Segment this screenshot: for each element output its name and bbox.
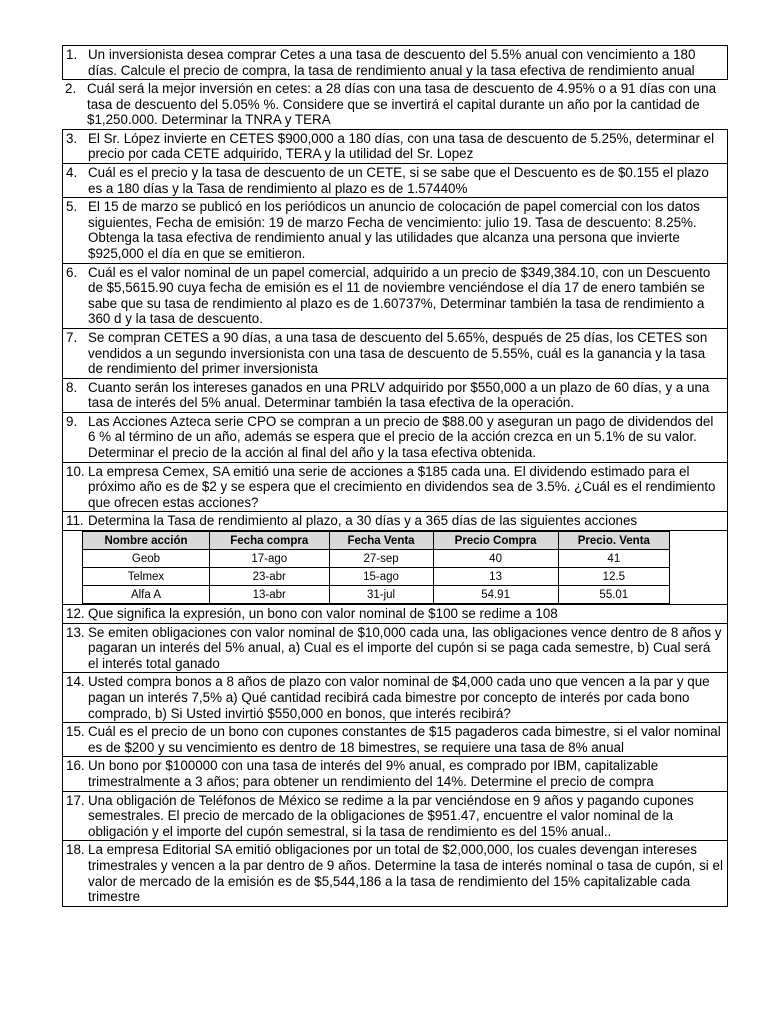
- exercise-item: [62, 792, 728, 842]
- table-cell: 23-abr: [209, 568, 329, 586]
- item-text: Cuál es el valor nominal de un papel comercial, adquirido a un precio de $349,384.10, con un Descuento de $5,5615.90 cuya fecha de emisión es el 11 de noviembre venciéndose el día 17 de enero también se sabe que su tasa de rendimiento al plazo es de 1.60737%, Determinar también la tasa de rendimiento a 360 d y la tasa de descuento.: [88, 264, 711, 327]
- item-number: 15.: [66, 724, 85, 740]
- item-number: 16.: [66, 758, 85, 774]
- item-number: 4.: [66, 164, 78, 180]
- exercise-item: [62, 723, 728, 757]
- exercise-item: [62, 512, 728, 531]
- item-number: 8.: [66, 379, 78, 395]
- exercise-item: [62, 329, 728, 379]
- table-cell: 40: [433, 550, 558, 568]
- table-cell: 13: [433, 568, 558, 586]
- exercise-list: [62, 45, 728, 907]
- exercise-item: [62, 841, 728, 906]
- column-header: Precio. Venta: [558, 532, 669, 550]
- item-number: 12.: [66, 606, 85, 622]
- table-cell: 17-ago: [209, 550, 329, 568]
- table-cell: 55.01: [558, 586, 669, 604]
- item-number: 7.: [66, 329, 78, 345]
- item-text: Las Acciones Azteca serie CPO se compran a un precio de $88.00 y aseguran un pago de dividendos del 6 % al término de un año, además se espera que el precio de la acción crezca en un 5.1% de su valor. Determinar el precio de la acción al final del año y la tasa efectiva obtenida.: [88, 413, 714, 461]
- item-number: 3.: [66, 130, 78, 146]
- exercise-item: [62, 264, 728, 329]
- item-text: Cuál es el precio de un bono con cupones constantes de $15 pagaderos cada bimestre, si el valor nominal es de $200 y su vencimiento es dentro de 18 bimestres, se requiere una tasa de 8% anual: [88, 724, 721, 755]
- item-number: 2.: [65, 81, 77, 96]
- item-text: Cuál será la mejor inversión en cetes: a 28 días con una tasa de descuento de 4.95% o a 91 días con una tasa de descuento del 5.05% %. Considere que se invertirá el capital durante un año por la cantidad de $1,250.000. Determinar la TNRA y TERA: [87, 81, 717, 128]
- item-text: Se emiten obligaciones con valor nominal de $10,000 cada una, las obligaciones vence dentro de 8 años y pagaran un interés del 5% anual, a) Cual es el importe del cupón si se paga cada semestre, b) Cual será el interés total ganado: [88, 624, 722, 671]
- exercise-item: [62, 80, 728, 129]
- item-text: Cuanto serán los intereses ganados en una PRLV adquirido por $550,000 a un plazo de 60 días, y a una tasa de interés del 5% anual. Determinar también la tasa efectiva de la operación.: [88, 379, 710, 411]
- exercise-item: [62, 129, 728, 164]
- table-row: [83, 568, 670, 586]
- item-number: 5.: [66, 199, 78, 215]
- exercise-item: [62, 45, 728, 80]
- item-text: Una obligación de Teléfonos de México se redime a la par venciéndose en 9 años y pagando cupones semestrales. El precio de mercado de la obligaciones de $951.47, encuentre el valor nominal de la obligación y el importe del cupón semestral, si la tasa de rendimiento es del 15% anual..: [88, 792, 694, 839]
- item-text: Usted compra bonos a 8 años de plazo con valor nominal de $4,000 cada uno que vencen a la par y que pagan un interés 7,5% a) Qué cantidad recibirá cada bimestre por concepto de interés por cada bono comprado, b) Si Usted invirtió $550,000 en bonos, que interés recibirá?: [88, 674, 710, 721]
- table-row: [83, 586, 670, 604]
- exercise-item: [62, 757, 728, 791]
- exercise-item: [62, 379, 728, 413]
- table-cell: 15-ago: [329, 568, 433, 586]
- table-cell: 31-jul: [329, 586, 433, 604]
- item-text: Un bono por $100000 con una tasa de interés del 9% anual, es comprado por IBM, capitalizable trimestralmente a 3 años; para obtener un rendimiento del 14%. Determine el precio de compra: [88, 758, 659, 789]
- item-number: 6.: [66, 264, 78, 280]
- item-number: 1.: [66, 47, 78, 62]
- column-header: Nombre acción: [83, 532, 210, 550]
- table-cell: Geob: [83, 550, 210, 568]
- table-cell: 54.91: [433, 586, 558, 604]
- item-text: El 15 de marzo se publicó en los periódicos un anuncio de colocación de papel comercial con los datos siguientes, Fecha de emisión: 19 de marzo Fecha de vencimiento: julio 19. Tasa de descuento: 8.25%. Obtenga la tasa efectiva de rendimiento anual y las utilidades que alcanza una persona que invierte $925,000 el día en que se emitieron.: [88, 199, 700, 261]
- exercise-item: [62, 624, 728, 674]
- item-number: 18.: [66, 842, 85, 858]
- column-header: Fecha compra: [209, 532, 329, 550]
- table-cell: 27-sep: [329, 550, 433, 568]
- item-text: El Sr. López invierte en CETES $900,000 a 180 días, con una tasa de descuento de 5.25%, determinar el precio por cada CETE adquirido, TERA y la utilidad del Sr. Lopez: [88, 130, 715, 162]
- table-cell: 13-abr: [209, 586, 329, 604]
- item-text: Que significa la expresión, un bono con valor nominal de $100 se redime a 108: [88, 606, 558, 622]
- table-cell: 41: [558, 550, 669, 568]
- table-cell: 12.5: [558, 568, 669, 586]
- exercise-item: [62, 198, 728, 263]
- item-number: 17.: [66, 792, 85, 808]
- stocks-table-container: [62, 531, 728, 604]
- item-text: Se compran CETES a 90 días, a una tasa de descuento del 5.65%, después de 25 días, los CETES son vendidos a un segundo inversionista con una tasa de descuento de 5.55%, cuál es la ganancia y la tasa de rendimiento del primer inversionista: [88, 329, 708, 377]
- item-number: 9.: [66, 413, 78, 429]
- item-number: 10.: [66, 463, 85, 479]
- item-text: Un inversionista desea comprar Cetes a una tasa de descuento del 5.5% anual con vencimiento a 180 días. Calcule el precio de compra, la tasa de rendimiento anual y la tasa efectiva de rendimiento anual: [88, 47, 696, 78]
- item-number: 11.: [66, 513, 84, 529]
- exercise-item: [62, 164, 728, 198]
- exercise-item: [62, 673, 728, 723]
- item-number: 14.: [66, 674, 85, 690]
- exercise-item: [62, 413, 728, 463]
- item-text: Determina la Tasa de rendimiento al plazo, a 30 días y a 365 días de las siguientes acciones: [88, 513, 638, 529]
- table-header-row: [83, 532, 670, 550]
- table-cell: Telmex: [83, 568, 210, 586]
- table-cell: Alfa A: [83, 586, 210, 604]
- column-header: Precio Compra: [433, 532, 558, 550]
- exercise-item: [62, 463, 728, 513]
- exercise-item: [62, 604, 728, 624]
- table-row: [83, 550, 670, 568]
- item-number: 13.: [66, 624, 85, 640]
- item-text: La empresa Editorial SA emitió obligaciones por un total de $2,000,000, los cuales devengan intereses trimestrales y vencen a la par dentro de 9 años. Determine la tasa de interés nominal o tasa de cupón, si el valor de mercado de la emisión es de $5,544,186 a la tasa de rendimiento del 15% capitalizable cada trimestre: [88, 842, 723, 905]
- column-header: Fecha Venta: [329, 532, 433, 550]
- stocks-table: [82, 531, 670, 604]
- item-text: Cuál es el precio y la tasa de descuento de un CETE, si se sabe que el Descuento es de $0.155 el plazo es a 180 días y la Tasa de rendimiento al plazo es de 1.57440%: [88, 164, 709, 196]
- item-text: La empresa Cemex, SA emitió una serie de acciones a $185 cada una. El dividendo estimado para el próximo año es de $2 y se espera que el crecimiento en dividendos sea de 3.5%. ¿Cuál es el rendimiento que ofrecen estas acciones?: [88, 463, 716, 510]
